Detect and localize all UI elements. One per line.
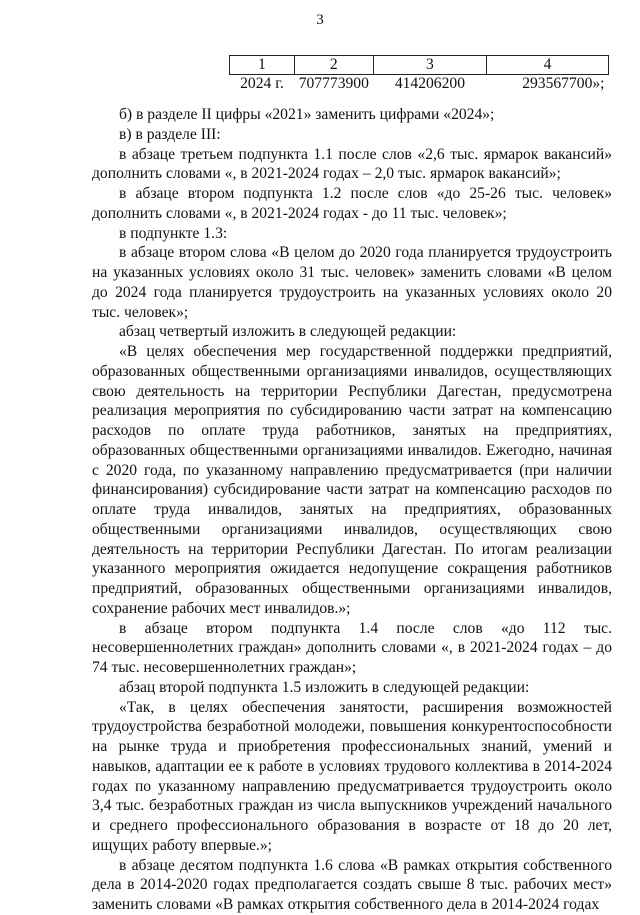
table-cell: 414206200 — [373, 75, 486, 94]
table-header-cell: 1 — [230, 56, 295, 75]
data-table — [229, 55, 609, 93]
paragraph: в) в разделе III: — [119, 125, 221, 143]
table-cell-year: 2024 г. — [230, 75, 295, 94]
paragraph: в абзаце втором подпункта 1.4 после слов «до 112 тыс. несовершеннолетних граждан» дополнить словами «, в 2021-2024 годах – до 74 тыс. несовершеннолетних граждан»; — [92, 619, 612, 676]
page-number: 3 — [316, 12, 324, 28]
paragraph: в абзаце третьем подпункта 1.1 после слов «2,6 тыс. ярмарок вакансий» дополнить словами «, в 2021-2024 годах – 2,0 тыс. ярмарок вакансий»; — [92, 145, 612, 183]
table-cell: 707773900 — [294, 75, 373, 94]
table-header-cell: 4 — [487, 56, 609, 75]
paragraph: б) в разделе II цифры «2021» заменить цифрами «2024»; — [119, 106, 495, 123]
paragraph: в абзаце десятом подпункта 1.6 слова «В рамках открытия собственного дела в 2014-2020 годах предполагается создать свыше 8 тыс. рабочих мест» заменить словами «В рамках открытия собственного дела в 2014-2024 годах — [92, 856, 612, 913]
table-header-cell: 2 — [294, 56, 373, 75]
paragraph: абзац второй подпункта 1.5 изложить в следующей редакции: — [119, 678, 530, 696]
paragraph: в абзаце втором слова «В целом до 2020 года планируется трудоустроить на указанных условиях около 31 тыс. человек» заменить словами «В целом до 2024 года планируется трудоустроить на указанных условиях около 20 тыс. человек»; — [92, 244, 612, 321]
table-cell: 293567700»; — [487, 75, 609, 94]
table-header-cell: 3 — [373, 56, 486, 75]
document-body — [92, 105, 612, 915]
paragraph: в абзаце втором подпункта 1.2 после слов «до 25-26 тыс. человек» дополнить словами «, в 2021-2024 годах - до 11 тыс. человек»; — [92, 185, 612, 222]
table-header-row — [230, 56, 609, 75]
paragraph: «Так, в целях обеспечения занятости, расширения возможностей трудоустройства безработной молодежи, повышения конкурентоспособности на рынке труда и приобретения профессиональных знаний, умений и навыков, адаптации ее к работе в условиях трудового коллектива в 2014-2024 годах по указанному направлению предусматривается трудоустроить около 3,4 тыс. безработных граждан из числа выпускников учреждений начального и среднего профессионального образования в возрасте от 18 до 20 лет, ищущих работу впервые.»; — [92, 698, 612, 854]
paragraph: в подпункте 1.3: — [119, 224, 228, 242]
table-row — [230, 75, 609, 94]
paragraph: «В целях обеспечения мер государственной поддержки предприятий, образованных общественными организациями инвалидов, осуществляющих свою деятельность на территории Республики Дагестан, предусмотрена реализация мероприятия по субсидированию части затрат на компенсацию расходов по оплате труда работников, занятых на предприятиях, образованных общественными организациями инвалидов. Ежегодно, начиная с 2020 года, по указанному направлению предусматривается (при наличии финансирования) субсидирование части затрат на компенсацию расходов по оплате труда инвалидов, занятых на предприятиях, образованных общественными организациями инвалидов, осуществляющих свою деятельность на территории Республики Дагестан. По итогам реализации указанного мероприятия ожидается недопущение сокращения работников предприятий, образованных общественными организациями инвалидов, сохранение рабочих мест инвалидов.»; — [92, 343, 612, 617]
paragraph: абзац четвертый изложить в следующей редакции: — [119, 323, 457, 341]
